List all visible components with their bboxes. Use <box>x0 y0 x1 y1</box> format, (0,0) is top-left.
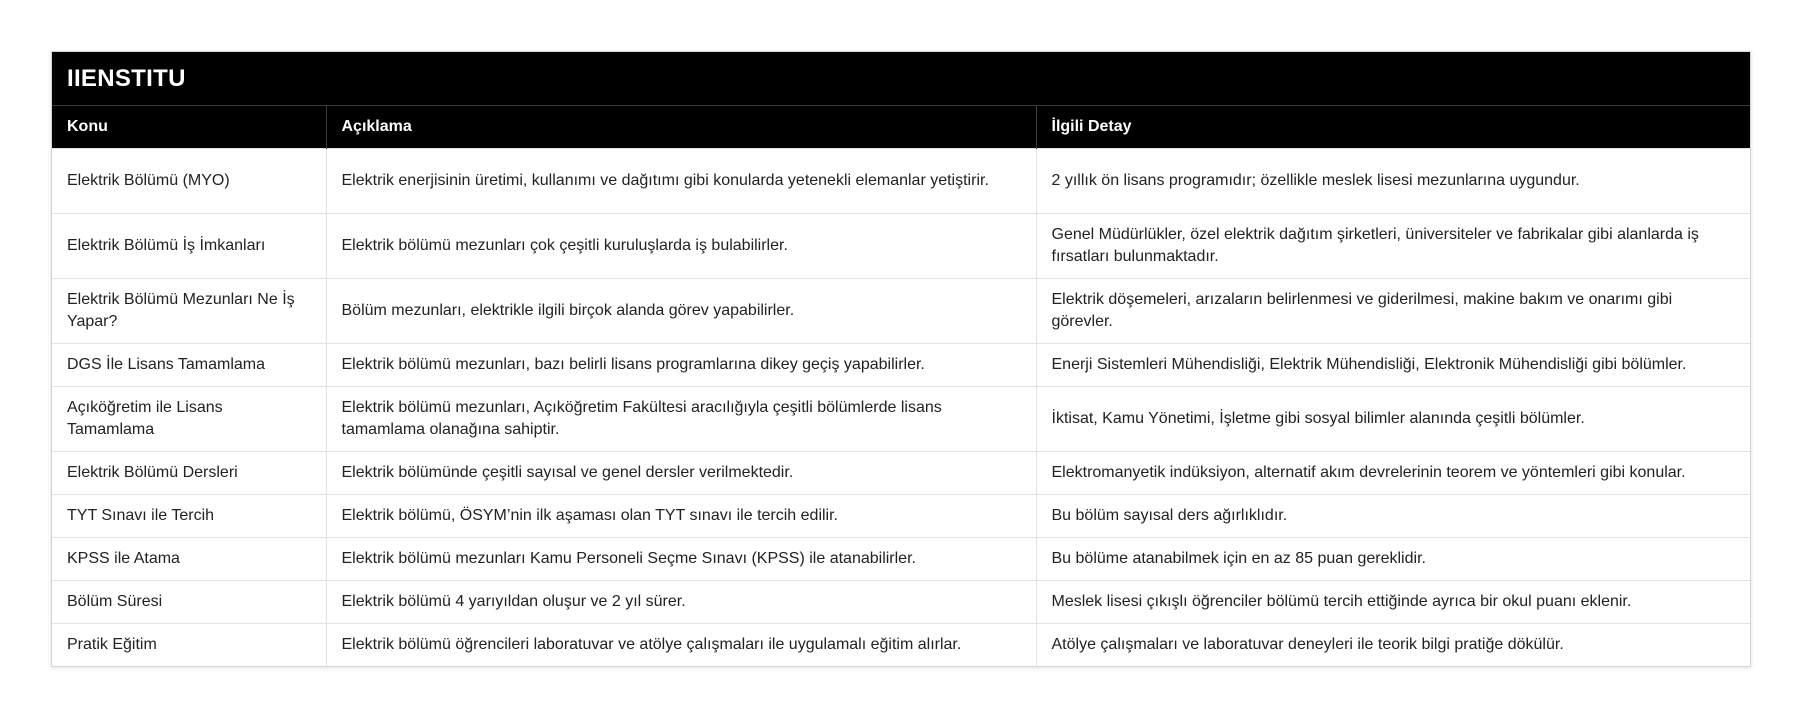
table-row <box>52 149 1750 214</box>
cell-konu: KPSS ile Atama <box>52 538 326 581</box>
cell-aciklama: Elektrik bölümü mezunları çok çeşitli kuruluşlarda iş bulabilirler. <box>326 214 1036 279</box>
table-row <box>52 538 1750 581</box>
info-table <box>52 106 1750 666</box>
header-ilgili-detay: İlgili Detay <box>1036 106 1750 149</box>
cell-konu: Pratik Eğitim <box>52 624 326 667</box>
table-row <box>52 279 1750 344</box>
cell-aciklama: Elektrik bölümü 4 yarıyıldan oluşur ve 2 yıl sürer. <box>326 581 1036 624</box>
cell-konu: Açıköğretim ile Lisans Tamamlama <box>52 387 326 452</box>
cell-konu: TYT Sınavı ile Tercih <box>52 495 326 538</box>
header-konu: Konu <box>52 106 326 149</box>
cell-ilgili-detay: Enerji Sistemleri Mühendisliği, Elektrik Mühendisliği, Elektronik Mühendisliği gibi bölümler. <box>1036 344 1750 387</box>
table-header-row <box>52 106 1750 149</box>
cell-ilgili-detay: Meslek lisesi çıkışlı öğrenciler bölümü tercih ettiğinde ayrıca bir okul puanı eklenir. <box>1036 581 1750 624</box>
cell-aciklama: Elektrik enerjisinin üretimi, kullanımı ve dağıtımı gibi konularda yetenekli elemanlar yetiştirir. <box>326 149 1036 214</box>
cell-aciklama: Elektrik bölümü, ÖSYM’nin ilk aşaması olan TYT sınavı ile tercih edilir. <box>326 495 1036 538</box>
cell-konu: Elektrik Bölümü (MYO) <box>52 149 326 214</box>
cell-konu: Elektrik Bölümü İş İmkanları <box>52 214 326 279</box>
cell-aciklama: Elektrik bölümü mezunları Kamu Personeli Seçme Sınavı (KPSS) ile atanabilirler. <box>326 538 1036 581</box>
table-row <box>52 344 1750 387</box>
cell-konu: Bölüm Süresi <box>52 581 326 624</box>
info-table-card <box>51 51 1751 667</box>
cell-ilgili-detay: 2 yıllık ön lisans programıdır; özellikle meslek lisesi mezunlarına uygundur. <box>1036 149 1750 214</box>
table-row <box>52 387 1750 452</box>
brand-title: IIENSTITU <box>52 52 1750 106</box>
cell-aciklama: Elektrik bölümünde çeşitli sayısal ve genel dersler verilmektedir. <box>326 452 1036 495</box>
header-aciklama: Açıklama <box>326 106 1036 149</box>
table-row <box>52 452 1750 495</box>
cell-aciklama: Elektrik bölümü mezunları, Açıköğretim Fakültesi aracılığıyla çeşitli bölümlerde lisans tamamlama olanağına sahiptir. <box>326 387 1036 452</box>
cell-aciklama: Elektrik bölümü öğrencileri laboratuvar ve atölye çalışmaları ile uygulamalı eğitim alırlar. <box>326 624 1036 667</box>
table-row <box>52 495 1750 538</box>
table-row <box>52 624 1750 667</box>
cell-ilgili-detay: Elektromanyetik indüksiyon, alternatif akım devrelerinin teorem ve yöntemleri gibi konular. <box>1036 452 1750 495</box>
cell-ilgili-detay: Atölye çalışmaları ve laboratuvar deneyleri ile teorik bilgi pratiğe dökülür. <box>1036 624 1750 667</box>
cell-ilgili-detay: Genel Müdürlükler, özel elektrik dağıtım şirketleri, üniversiteler ve fabrikalar gibi alanlarda iş fırsatları bulunmaktadır. <box>1036 214 1750 279</box>
cell-aciklama: Bölüm mezunları, elektrikle ilgili birçok alanda görev yapabilirler. <box>326 279 1036 344</box>
cell-konu: Elektrik Bölümü Mezunları Ne İş Yapar? <box>52 279 326 344</box>
table-row <box>52 581 1750 624</box>
cell-konu: Elektrik Bölümü Dersleri <box>52 452 326 495</box>
cell-aciklama: Elektrik bölümü mezunları, bazı belirli lisans programlarına dikey geçiş yapabilirler. <box>326 344 1036 387</box>
cell-konu: DGS İle Lisans Tamamlama <box>52 344 326 387</box>
cell-ilgili-detay: Elektrik döşemeleri, arızaların belirlenmesi ve giderilmesi, makine bakım ve onarımı gibi görevler. <box>1036 279 1750 344</box>
table-row <box>52 214 1750 279</box>
cell-ilgili-detay: İktisat, Kamu Yönetimi, İşletme gibi sosyal bilimler alanında çeşitli bölümler. <box>1036 387 1750 452</box>
cell-ilgili-detay: Bu bölüm sayısal ders ağırlıklıdır. <box>1036 495 1750 538</box>
cell-ilgili-detay: Bu bölüme atanabilmek için en az 85 puan gereklidir. <box>1036 538 1750 581</box>
